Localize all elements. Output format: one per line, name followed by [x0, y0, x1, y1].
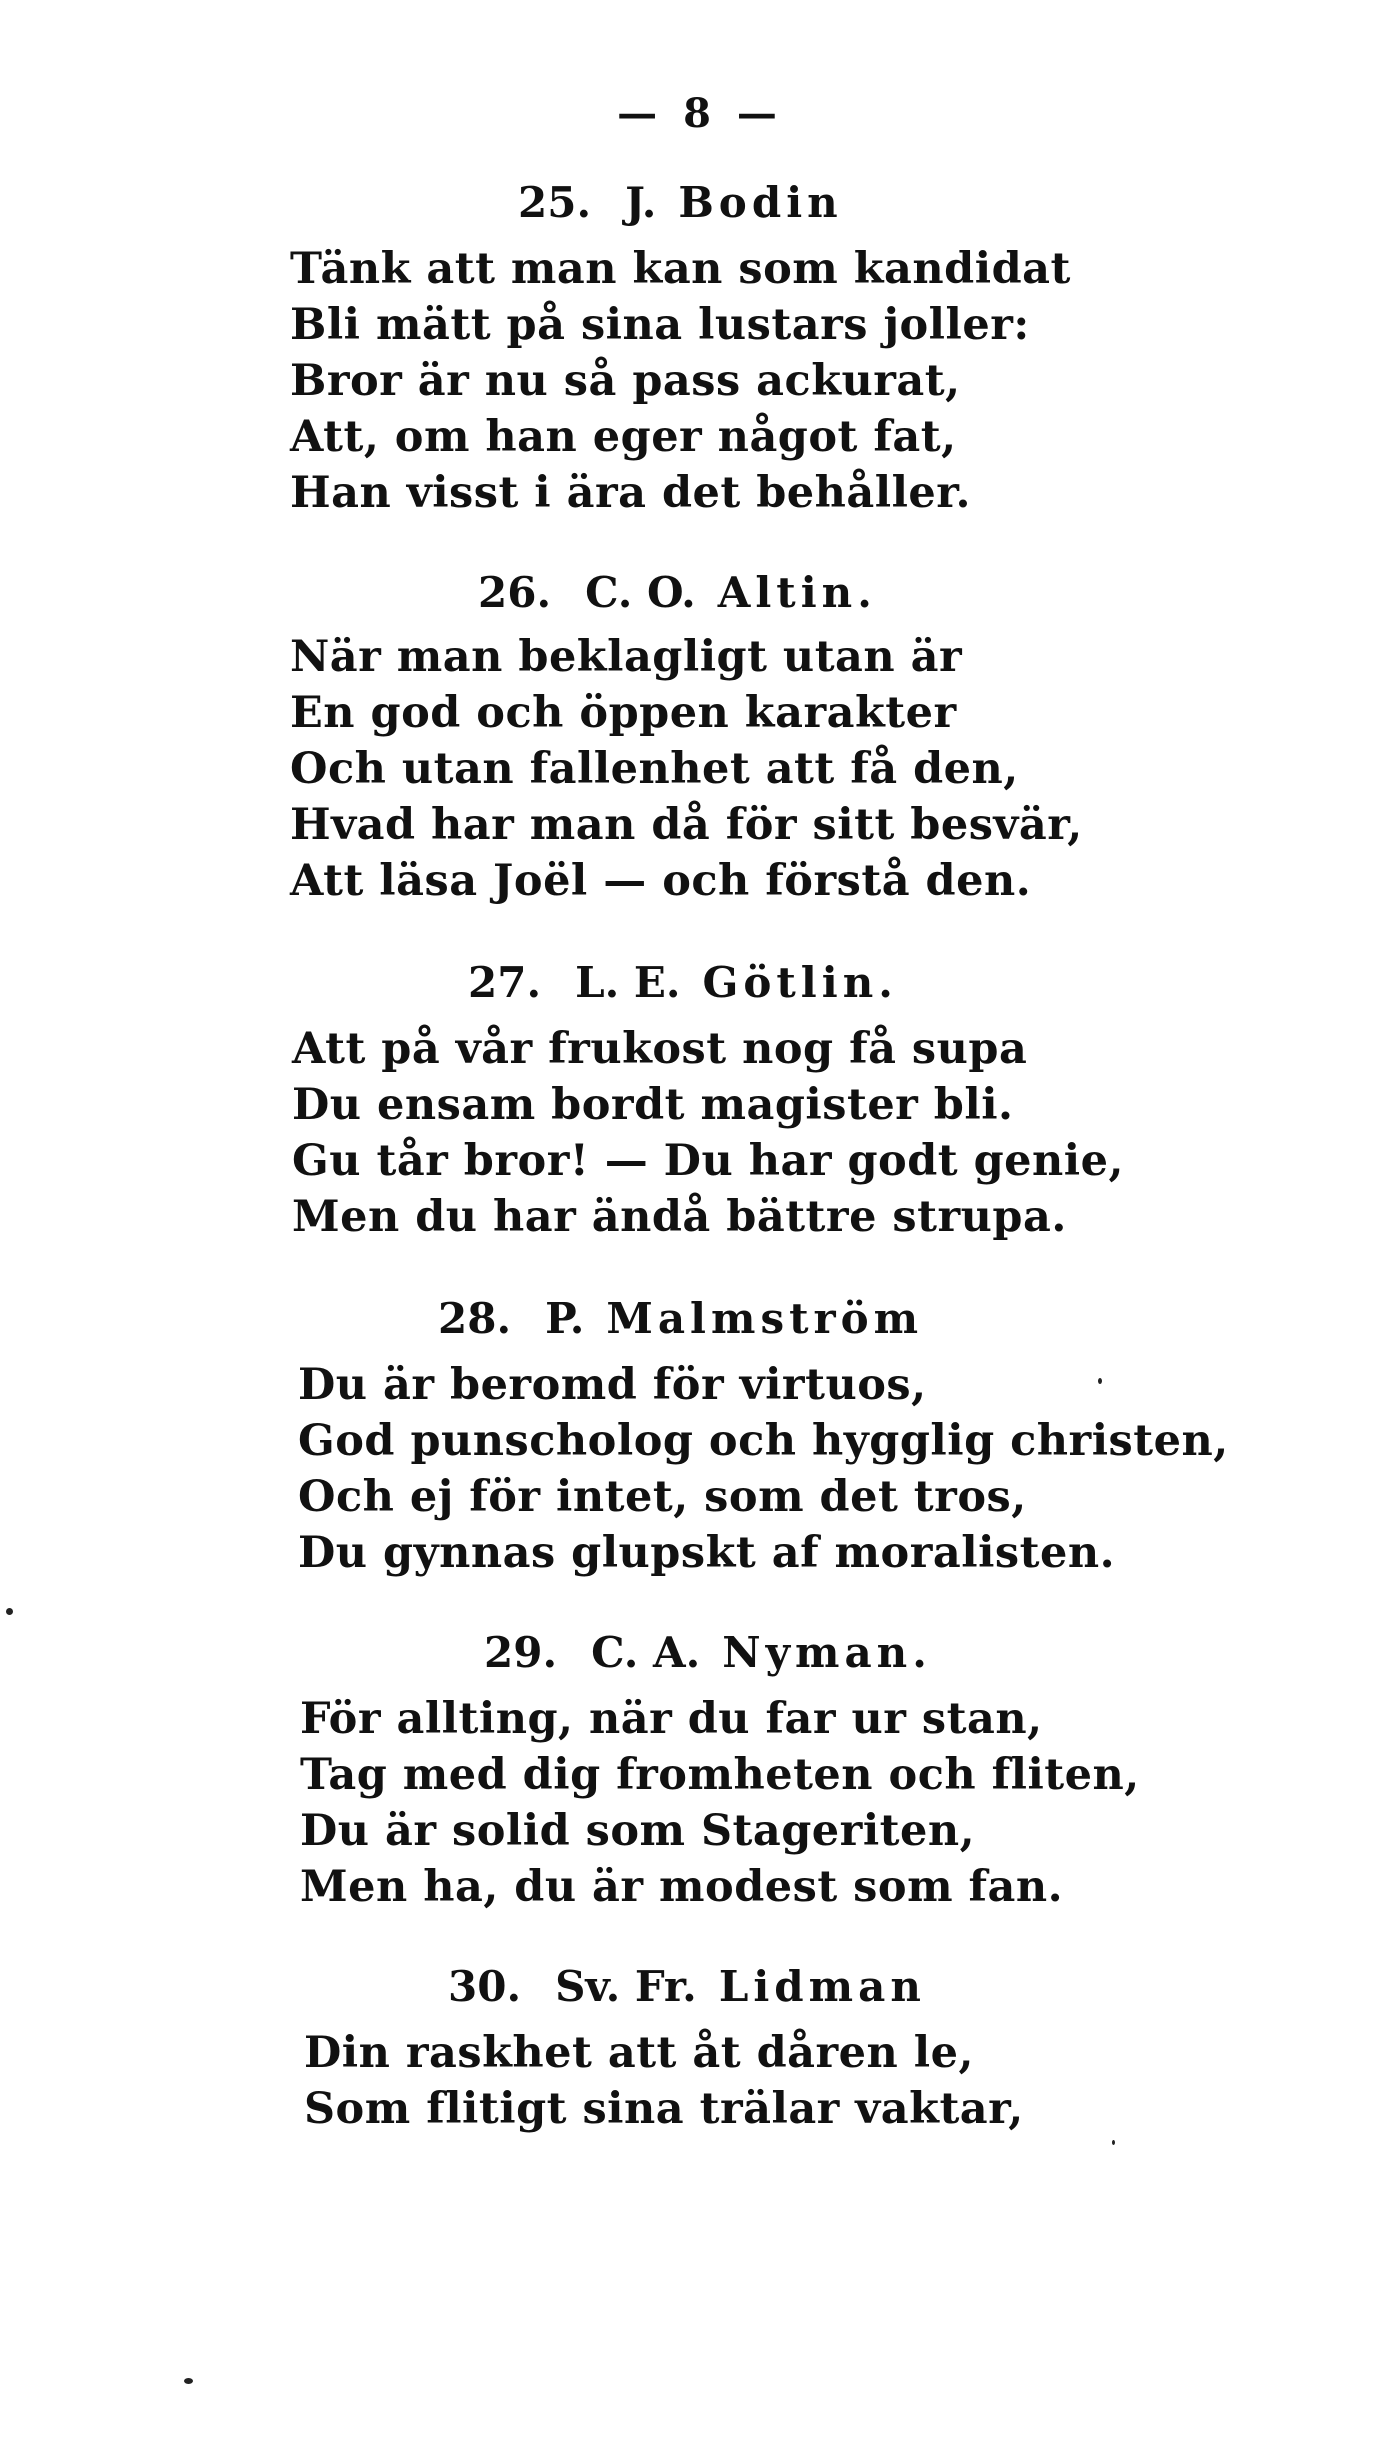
verse-line: Som flitigt sina trälar vaktar,	[304, 2084, 1024, 2134]
entry-initials: L. E.	[575, 958, 681, 1007]
entry-surname: Malmström	[606, 1294, 924, 1343]
verse-line: När man beklagligt utan är	[290, 632, 963, 682]
verse-line: Men du har ändå bättre strupa.	[292, 1192, 1067, 1242]
entry-initials: C. O.	[585, 568, 696, 617]
ink-speck	[1098, 1378, 1102, 1384]
verse-line: Att läsa Joël — och förstå den.	[290, 856, 1032, 906]
entry-heading	[438, 1294, 923, 1343]
entry-heading	[448, 1962, 926, 2011]
page-number: — 8 —	[617, 90, 783, 137]
verse-line: Att på vår frukost nog få supa	[292, 1024, 1028, 1074]
verse-line: God punscholog och hygglig christen,	[298, 1416, 1229, 1466]
entry-surname: Nyman.	[722, 1628, 932, 1677]
verse-line: För allting, när du far ur stan,	[300, 1694, 1043, 1744]
verse-line: En god och öppen karakter	[290, 688, 957, 738]
verse-line: Och ej för intet, som det tros,	[298, 1472, 1027, 1522]
verse-line: Han visst i ära det behåller.	[290, 468, 971, 518]
verse-line: Du gynnas glupskt af moralisten.	[298, 1528, 1116, 1578]
verse-line: Du är solid som Stageriten,	[300, 1806, 976, 1856]
entry-heading	[468, 958, 898, 1007]
entry-heading	[518, 178, 843, 227]
entry-number: 25.	[518, 178, 592, 227]
entry-surname: Bodin	[678, 178, 843, 227]
verse-line: Du är beromd för virtuos,	[298, 1360, 927, 1410]
ink-speck	[1112, 2140, 1115, 2145]
entry-number: 30.	[448, 1962, 522, 2011]
verse-line: Hvad har man då för sitt besvär,	[290, 800, 1083, 850]
entry-initials: J.	[625, 178, 657, 227]
verse-line: Bli mätt på sina lustars joller:	[290, 300, 1030, 350]
verse-line: Och utan fallenhet att få den,	[290, 744, 1019, 794]
entry-number: 27.	[468, 958, 542, 1007]
ink-speck	[6, 1608, 13, 1615]
entry-surname: Götlin.	[702, 958, 898, 1007]
entry-initials: P.	[545, 1294, 585, 1343]
entry-heading	[478, 568, 877, 617]
entry-initials: Sv. Fr.	[555, 1962, 697, 2011]
verse-line: Tag med dig fromheten och fliten,	[300, 1750, 1140, 1800]
verse-line: Du ensam bordt magister bli.	[292, 1080, 1014, 1130]
entry-surname: Lidman	[718, 1962, 926, 2011]
verse-line: Bror är nu så pass ackurat,	[290, 356, 961, 406]
verse-line: Tänk att man kan som kandidat	[290, 244, 1071, 294]
verse-line: Din raskhet att åt dåren le,	[304, 2028, 974, 2078]
verse-line: Men ha, du är modest som fan.	[300, 1862, 1064, 1912]
entry-number: 29.	[484, 1628, 558, 1677]
entry-heading	[484, 1628, 932, 1677]
entry-initials: C. A.	[591, 1628, 701, 1677]
entry-number: 28.	[438, 1294, 512, 1343]
verse-line: Att, om han eger något fat,	[290, 412, 957, 462]
ink-speck	[184, 2378, 193, 2384]
entry-number: 26.	[478, 568, 552, 617]
entry-surname: Altin.	[717, 568, 877, 617]
verse-line: Gu tår bror! — Du har godt genie,	[292, 1136, 1124, 1186]
